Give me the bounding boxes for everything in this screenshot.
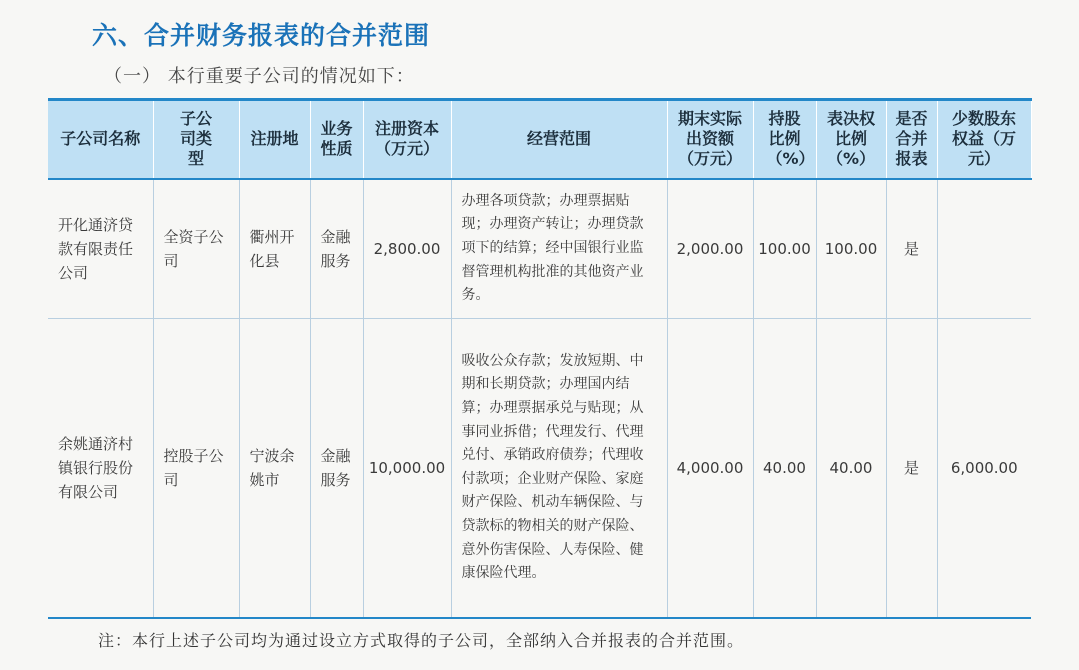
header-name: 子公司名称 xyxy=(48,100,153,179)
header-actual-investment: 期末实际出资额（万元） xyxy=(667,100,753,179)
header-shareholding: 持股比例（%） xyxy=(753,100,816,179)
cell-consolidated: 是 xyxy=(886,319,937,618)
cell-name: 余姚通济村镇银行股份有限公司 xyxy=(48,319,153,618)
cell-business: 金融服务 xyxy=(310,179,363,319)
header-registered-capital: 注册资本（万元） xyxy=(363,100,451,179)
cell-registered-capital: 10,000.00 xyxy=(363,319,451,618)
table-header-row xyxy=(48,100,1031,179)
cell-location: 宁波余姚市 xyxy=(239,319,310,618)
cell-minority-interest xyxy=(937,179,1031,319)
cell-shareholding: 40.00 xyxy=(753,319,816,618)
header-consolidated: 是否合并报表 xyxy=(886,100,937,179)
cell-scope: 吸收公众存款；发放短期、中期和长期贷款；办理国内结算；办理票据承兑与贴现；从事同业拆借；代理发行、代理兑付、承销政府债券；代理收付款项；企业财产保险、家庭财产保险、机动车辆保险、与贷款标的物相关的财产保险、意外伤害保险、人寿保险、健康保险代理。 xyxy=(451,319,667,618)
cell-shareholding: 100.00 xyxy=(753,179,816,319)
cell-voting: 40.00 xyxy=(816,319,886,618)
header-voting: 表决权比例（%） xyxy=(816,100,886,179)
cell-location: 衢州开化县 xyxy=(239,179,310,319)
subsidiaries-table xyxy=(48,98,1032,619)
header-scope: 经营范围 xyxy=(451,100,667,179)
table-row xyxy=(48,179,1031,319)
cell-actual-investment: 2,000.00 xyxy=(667,179,753,319)
cell-registered-capital: 2,800.00 xyxy=(363,179,451,319)
cell-consolidated: 是 xyxy=(886,179,937,319)
cell-scope: 办理各项贷款；办理票据贴现；办理资产转让；办理贷款项下的结算；经中国银行业监督管理机构批准的其他资产业务。 xyxy=(451,179,667,319)
cell-actual-investment: 4,000.00 xyxy=(667,319,753,618)
cell-name: 开化通济贷款有限责任公司 xyxy=(48,179,153,319)
cell-type: 控股子公司 xyxy=(153,319,239,618)
header-location: 注册地 xyxy=(239,100,310,179)
cell-voting: 100.00 xyxy=(816,179,886,319)
header-business: 业务性质 xyxy=(310,100,363,179)
header-type: 子公司类型 xyxy=(153,100,239,179)
section-title: 六、合并财务报表的合并范围 xyxy=(92,21,431,50)
cell-minority-interest: 6,000.00 xyxy=(937,319,1031,618)
cell-type: 全资子公司 xyxy=(153,179,239,319)
footnote: 注：本行上述子公司均为通过设立方式取得的子公司，全部纳入合并报表的合并范围。 xyxy=(98,631,745,650)
table-row xyxy=(48,319,1031,618)
header-minority-interest: 少数股东权益（万元） xyxy=(937,100,1031,179)
cell-business: 金融服务 xyxy=(310,319,363,618)
subsection-title: （一） 本行重要子公司的情况如下： xyxy=(104,66,415,87)
